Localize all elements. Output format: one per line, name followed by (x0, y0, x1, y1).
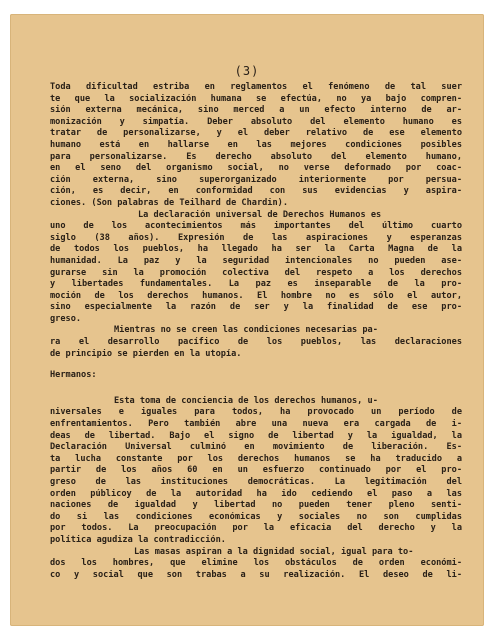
text-line: en el seno del organismo social, no verse deformado por coac- (50, 163, 462, 174)
text-line: Hermanos: (50, 370, 97, 381)
text-line: greso. (50, 313, 82, 324)
text-line: Esta toma de conciencia de los derechos humanos, u- (114, 395, 378, 406)
text-line: sión externa mecánica, sino merced a un efecto interno de ar- (50, 105, 462, 116)
text-line: por todos. La preocupación por la eficacia del derecho y la (50, 523, 462, 534)
text-line: de todos los pueblos, ha llegado ha ser la Carta Magna de la (50, 244, 462, 255)
text-line: de principio se pierden en la utopía. (50, 348, 242, 359)
text-line: enfrentamientos. Pero también abre una nueva era cargada de i- (50, 419, 462, 430)
text-line: do si las condiciones económicas y sociales no son cumplidas (50, 511, 462, 522)
text-line: moción de los derechos humanos. El hombre no es sólo el autor, (50, 290, 462, 301)
text-line: deas de libertad. Bajo el signo de libertad y la igualdad, la (50, 430, 462, 441)
text-line: sino especialmente la razón de ser y la finalidad de ese pro- (50, 302, 462, 313)
salutation (50, 370, 462, 382)
text-line: y libertades fundamentales. La paz es inseparable de la pro- (50, 279, 462, 290)
paragraph-4 (50, 396, 462, 547)
text-line: Las masas aspiran a la dignidad social, igual para to- (134, 546, 414, 557)
paragraph-1 (50, 82, 462, 210)
text-line: política agudiza la contradicción. (50, 534, 226, 545)
page-text (50, 82, 462, 581)
text-line: niversales e iguales para todos, ha provocado un período de (50, 407, 462, 418)
text-line: uno de los acontecimientos más importantes del último cuarto (50, 221, 462, 232)
text-line: naciones de igualdad y libertad no pueden tener pleno senti- (50, 500, 462, 511)
paragraph-2 (50, 210, 462, 326)
text-line: partir de los años 60 en un esfuerzo continuado por el pro- (50, 465, 462, 476)
text-line: ra el desarrollo pacífico de los pueblos, las declaraciones (50, 337, 462, 348)
text-line: te que la socialización humana se efectúa, no ya bajo compren- (50, 93, 462, 104)
page-number: (3) (234, 64, 260, 78)
text-line: ta lucha constante por los derechos humanos se ha traducido a (50, 453, 462, 464)
text-line: ción, es decir, en conformidad con sus evidencias y aspira- (50, 186, 462, 197)
text-line: Mientras no se creen las condiciones necesarias pa- (114, 325, 378, 336)
paragraph-5 (50, 547, 462, 582)
text-line: Toda dificultad estriba en reglamentos el fenómeno de tal suer (50, 82, 462, 92)
text-line: Declaración Universal culminó en movimiento de liberación. Es- (50, 442, 462, 453)
paragraph-3 (50, 325, 462, 360)
text-line: dos los hombres, que elimine los obstáculos de orden económi- (50, 558, 462, 569)
text-line: humano está en hallarse en las mejores condiciones posibles (50, 139, 462, 150)
spacer (50, 382, 462, 396)
text-line: tratar de personalizarse, y el deber relativo de ese elemento (50, 128, 462, 139)
text-line: monización y simpatía. Deber absoluto del elemento humano es (50, 116, 462, 127)
text-line: gurarse sin la promoción colectiva del respeto a los derechos (50, 267, 462, 278)
text-line: co y social que son trabas a su realización. El deseo de li- (50, 569, 462, 580)
spacer (50, 360, 462, 370)
text-line: para personalizarse. Es derecho absoluto del elemento humano, (50, 151, 462, 162)
text-line: siglo (38 años). Expresión de las aspiraciones y esperanzas (50, 232, 462, 243)
text-line: orden públicoy de la autoridad ha ido cediendo el paso a las (50, 488, 462, 499)
text-line: ción externa, sino superorganizado interiormente por persua- (50, 174, 462, 185)
text-line: humanidad. La paz y la seguridad intencionales no pueden ase- (50, 255, 462, 266)
typewritten-page (10, 14, 484, 626)
text-line: ciones. (Son palabras de Teilhard de Chardin). (50, 197, 288, 208)
text-line: La declaración universal de Derechos Humanos es (138, 209, 382, 220)
text-line: greso de las instituciones democráticas. La legitimación del (50, 477, 462, 487)
